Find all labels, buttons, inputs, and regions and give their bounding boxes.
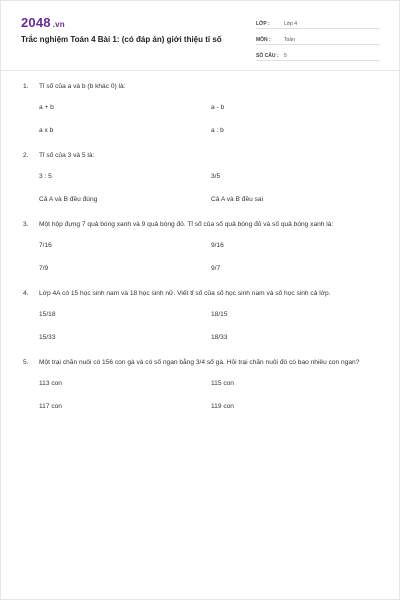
answer-option-b[interactable]: 9/16 bbox=[211, 242, 224, 249]
answer-option-c[interactable]: a x b bbox=[39, 127, 54, 134]
question-text: Tỉ số của a và b (b khác 0) là: bbox=[39, 83, 126, 90]
answer-options bbox=[23, 102, 383, 136]
answer-option-b[interactable]: a - b bbox=[211, 104, 225, 111]
answer-option-c[interactable]: Cả A và B đều đúng bbox=[39, 196, 98, 203]
answer-option-a[interactable]: 3 : 5 bbox=[39, 173, 52, 180]
option-row bbox=[39, 240, 383, 251]
answer-options bbox=[23, 309, 383, 343]
question-header bbox=[23, 219, 383, 230]
question-number: 3. bbox=[23, 221, 29, 228]
answer-options bbox=[23, 378, 383, 412]
option-row bbox=[39, 194, 383, 205]
question-number: 1. bbox=[23, 83, 29, 90]
option-row bbox=[39, 378, 383, 389]
question-5 bbox=[23, 357, 383, 412]
question-text: Tỉ số của 3 và 5 là: bbox=[39, 152, 95, 159]
option-row bbox=[39, 263, 383, 274]
question-2 bbox=[23, 150, 383, 205]
answer-option-c[interactable]: 7/9 bbox=[39, 265, 49, 272]
question-1 bbox=[23, 81, 383, 136]
meta-label-count: SỐ CÂU : bbox=[256, 53, 279, 59]
worksheet-header bbox=[1, 1, 399, 71]
question-header bbox=[23, 357, 383, 368]
question-header bbox=[23, 288, 383, 299]
question-3 bbox=[23, 219, 383, 274]
question-text: Một trại chăn nuôi có 156 con gà và có số ngan bằng 3/4 số gà. Hỏi trại chăn nuôi đó có bao nhiêu con ngan? bbox=[39, 359, 360, 366]
meta-row-count bbox=[256, 48, 380, 61]
answer-option-d[interactable]: Cả A và B đều sai bbox=[211, 196, 264, 203]
option-row bbox=[39, 102, 383, 113]
option-row bbox=[39, 171, 383, 182]
header-divider bbox=[1, 70, 399, 71]
answer-option-c[interactable]: 117 con bbox=[39, 403, 62, 410]
question-text: Một hộp đựng 7 quả bóng xanh và 9 quả bóng đỏ. Tỉ số của số quả bóng đỏ và số quả bóng xanh là: bbox=[39, 221, 334, 228]
meta-row-subject bbox=[256, 32, 380, 45]
answer-options bbox=[23, 171, 383, 205]
question-header bbox=[23, 81, 383, 92]
question-number: 4. bbox=[23, 290, 29, 297]
answer-option-a[interactable]: 15/18 bbox=[39, 311, 56, 318]
answer-option-a[interactable]: a + b bbox=[39, 104, 54, 111]
option-row bbox=[39, 401, 383, 412]
answer-option-c[interactable]: 15/33 bbox=[39, 334, 56, 341]
meta-value-subject: Toán bbox=[284, 37, 295, 43]
answer-option-d[interactable]: 119 con bbox=[211, 403, 234, 410]
question-text: Lớp 4A có 15 học sinh nam và 18 học sinh nữ. Viết tỉ số của số học sinh nam và số học sinh cả lớp. bbox=[39, 290, 331, 297]
meta-label-subject: MÔN : bbox=[256, 37, 271, 43]
answer-option-d[interactable]: 18/33 bbox=[211, 334, 228, 341]
answer-option-a[interactable]: 113 con bbox=[39, 380, 62, 387]
option-row bbox=[39, 332, 383, 343]
meta-label-class: LỚP : bbox=[256, 21, 270, 27]
answer-option-b[interactable]: 3/5 bbox=[211, 173, 221, 180]
question-number: 2. bbox=[23, 152, 29, 159]
option-row bbox=[39, 125, 383, 136]
option-row bbox=[39, 309, 383, 320]
worksheet-meta bbox=[256, 16, 380, 64]
question-4 bbox=[23, 288, 383, 343]
question-list bbox=[23, 81, 383, 426]
meta-row-class bbox=[256, 16, 380, 29]
answer-option-a[interactable]: 7/16 bbox=[39, 242, 52, 249]
answer-option-d[interactable]: 9/7 bbox=[211, 265, 221, 272]
answer-option-b[interactable]: 18/15 bbox=[211, 311, 228, 318]
meta-value-count: 5 bbox=[284, 53, 287, 59]
site-logo[interactable] bbox=[21, 15, 65, 30]
answer-option-d[interactable]: a : b bbox=[211, 127, 224, 134]
logo-main: 2048 bbox=[21, 15, 51, 30]
question-number: 5. bbox=[23, 359, 29, 366]
answer-options bbox=[23, 240, 383, 274]
question-header bbox=[23, 150, 383, 161]
answer-option-b[interactable]: 115 con bbox=[211, 380, 234, 387]
meta-value-class: Lớp 4 bbox=[284, 21, 298, 27]
worksheet-title: Trắc nghiệm Toán 4 Bài 1: (có đáp án) giới thiệu tỉ số bbox=[21, 35, 222, 44]
logo-suffix: .vn bbox=[52, 20, 65, 29]
